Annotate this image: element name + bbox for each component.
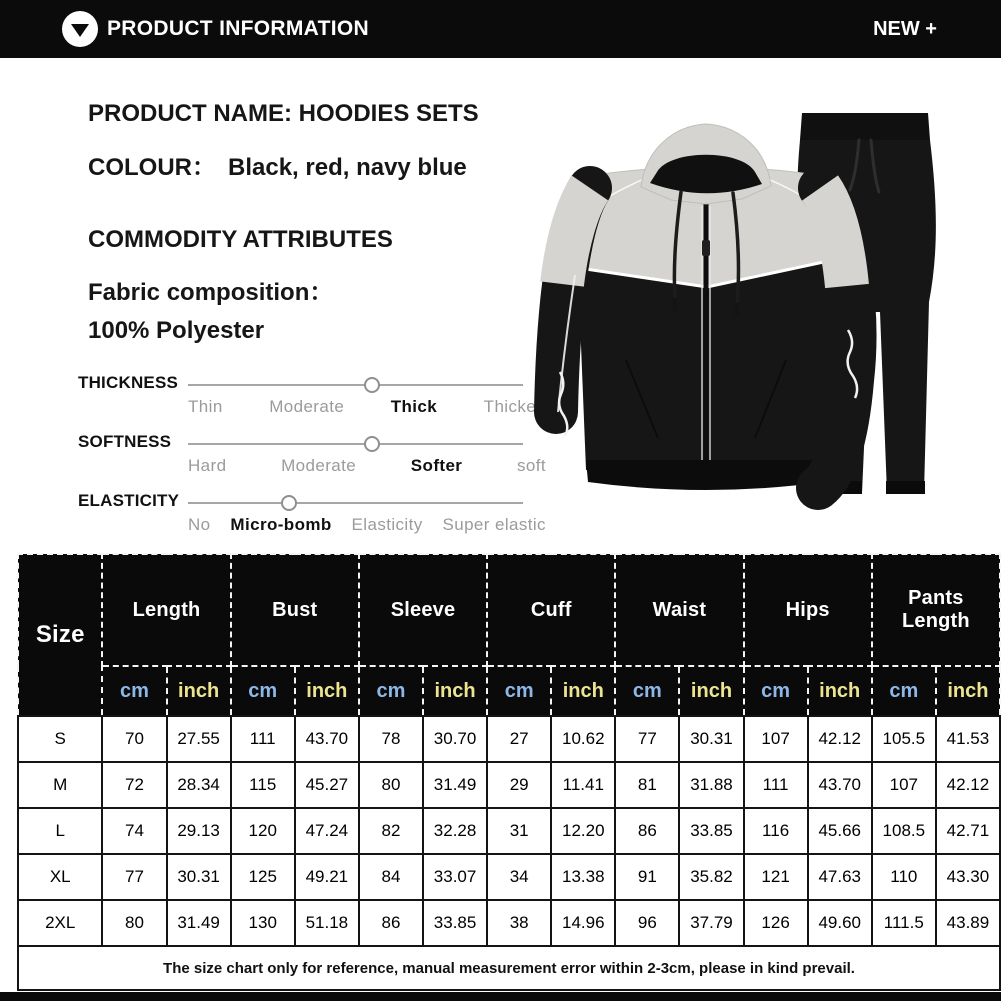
value-cell: 34 (487, 854, 551, 900)
attribute-sliders (78, 371, 558, 548)
value-cell: 29.13 (167, 808, 231, 854)
hoodie-set-illustration (530, 60, 1000, 560)
hoodie-jacket-graphic (556, 124, 857, 490)
value-cell: 81 (615, 762, 679, 808)
bottom-black-bar (0, 992, 1001, 1001)
value-cell: 42.12 (808, 716, 872, 762)
attributes-heading: COMMODITY ATTRIBUTES (88, 226, 393, 253)
slider-option: Thicken (483, 397, 546, 416)
value-cell: 43.89 (936, 900, 1000, 946)
value-cell: 31.88 (679, 762, 743, 808)
slider-track[interactable] (188, 502, 523, 504)
value-cell: 12.20 (551, 808, 615, 854)
unit-header-cm: cm (359, 666, 423, 716)
colour-label: COLOUR： (88, 154, 216, 181)
slider-knob[interactable] (281, 495, 297, 511)
size-table-foot (18, 946, 1000, 990)
slider-softness (78, 430, 558, 489)
product-info-section (88, 100, 538, 345)
size-chart-table (17, 553, 1001, 991)
table-row (18, 900, 1000, 946)
size-cell: S (18, 716, 102, 762)
size-cell: 2XL (18, 900, 102, 946)
unit-header-cm: cm (231, 666, 295, 716)
value-cell: 30.31 (679, 716, 743, 762)
value-cell: 107 (744, 716, 808, 762)
new-plus-label[interactable]: NEW + (873, 18, 937, 40)
value-cell: 77 (615, 716, 679, 762)
table-row (18, 716, 1000, 762)
value-cell: 30.31 (167, 854, 231, 900)
value-cell: 30.70 (423, 716, 487, 762)
slider-option: Super elastic (442, 515, 546, 534)
slider-option: Moderate (281, 456, 357, 475)
unit-header-row (18, 666, 1000, 716)
value-cell: 77 (102, 854, 166, 900)
value-cell: 126 (744, 900, 808, 946)
size-chart-footnote: The size chart only for reference, manual measurement error within 2-3cm, please in kind prevail. (18, 946, 1000, 990)
col-header-bust: Bust (231, 554, 359, 666)
value-cell: 110 (872, 854, 936, 900)
slider-track[interactable] (188, 384, 523, 386)
slider-knob[interactable] (364, 436, 380, 452)
value-cell: 27 (487, 716, 551, 762)
value-cell: 11.41 (551, 762, 615, 808)
value-cell: 80 (102, 900, 166, 946)
slider-knob[interactable] (364, 377, 380, 393)
product-photo (530, 60, 1000, 560)
size-cell: M (18, 762, 102, 808)
value-cell: 41.53 (936, 716, 1000, 762)
col-header-waist: Waist (615, 554, 743, 666)
colour-line (88, 147, 538, 182)
value-cell: 33.85 (423, 900, 487, 946)
size-table-body (18, 716, 1000, 946)
slider-label: THICKNESS (78, 373, 179, 392)
slider-option: Moderate (269, 397, 345, 416)
value-cell: 125 (231, 854, 295, 900)
slider-elasticity (78, 489, 558, 548)
value-cell: 42.12 (936, 762, 1000, 808)
value-cell: 45.66 (808, 808, 872, 854)
value-cell: 72 (102, 762, 166, 808)
slider-option: Elasticity (351, 515, 423, 534)
slider-label: ELASTICITY (78, 491, 180, 510)
value-cell: 105.5 (872, 716, 936, 762)
value-cell: 111.5 (872, 900, 936, 946)
slider-thickness (78, 371, 558, 430)
value-cell: 13.38 (551, 854, 615, 900)
value-cell: 111 (744, 762, 808, 808)
page-title: PRODUCT INFORMATION (107, 17, 369, 40)
value-cell: 51.18 (295, 900, 359, 946)
value-cell: 33.85 (679, 808, 743, 854)
value-cell: 45.27 (295, 762, 359, 808)
value-cell: 31 (487, 808, 551, 854)
col-header-pants-length: Pants Length (872, 554, 1000, 666)
table-row (18, 808, 1000, 854)
value-cell: 31.49 (423, 762, 487, 808)
unit-header-inch: inch (551, 666, 615, 716)
value-cell: 49.21 (295, 854, 359, 900)
unit-header-inch: inch (808, 666, 872, 716)
value-cell: 96 (615, 900, 679, 946)
value-cell: 42.71 (936, 808, 1000, 854)
value-cell: 108.5 (872, 808, 936, 854)
unit-header-inch: inch (423, 666, 487, 716)
col-header-hips: Hips (744, 554, 872, 666)
slider-label: SOFTNESS (78, 432, 172, 451)
value-cell: 47.63 (808, 854, 872, 900)
value-cell: 33.07 (423, 854, 487, 900)
value-cell: 49.60 (808, 900, 872, 946)
slider-options (188, 397, 546, 417)
value-cell: 91 (615, 854, 679, 900)
value-cell: 70 (102, 716, 166, 762)
slider-option: Softer (410, 456, 463, 475)
value-cell: 47.24 (295, 808, 359, 854)
value-cell: 32.28 (423, 808, 487, 854)
value-cell: 14.96 (551, 900, 615, 946)
col-header-cuff: Cuff (487, 554, 615, 666)
down-arrow-icon[interactable] (62, 11, 98, 47)
fabric-value: 100% Polyester (88, 317, 265, 344)
slider-option: No (188, 515, 211, 534)
col-header-length: Length (102, 554, 230, 666)
group-header-row (18, 554, 1000, 666)
value-cell: 29 (487, 762, 551, 808)
unit-header-cm: cm (744, 666, 808, 716)
value-cell: 27.55 (167, 716, 231, 762)
value-cell: 43.70 (808, 762, 872, 808)
topbar (0, 0, 1001, 58)
value-cell: 43.70 (295, 716, 359, 762)
value-cell: 31.49 (167, 900, 231, 946)
slider-option: Thick (390, 397, 438, 416)
value-cell: 86 (359, 900, 423, 946)
unit-header-inch: inch (167, 666, 231, 716)
unit-header-inch: inch (936, 666, 1000, 716)
value-cell: 121 (744, 854, 808, 900)
unit-header-cm: cm (487, 666, 551, 716)
footnote-row (18, 946, 1000, 990)
slider-options (188, 456, 546, 476)
value-cell: 82 (359, 808, 423, 854)
unit-header-cm: cm (872, 666, 936, 716)
unit-header-cm: cm (102, 666, 166, 716)
fabric-label: Fabric composition： (88, 279, 334, 306)
slider-option: soft (516, 456, 546, 475)
col-header-sleeve: Sleeve (359, 554, 487, 666)
value-cell: 80 (359, 762, 423, 808)
slider-option: Micro-bomb (230, 515, 332, 534)
value-cell: 84 (359, 854, 423, 900)
value-cell: 74 (102, 808, 166, 854)
value-cell: 86 (615, 808, 679, 854)
value-cell: 43.30 (936, 854, 1000, 900)
down-triangle-glyph (71, 24, 89, 37)
product-name-line: PRODUCT NAME: HOODIES SETS (88, 100, 479, 127)
table-row (18, 762, 1000, 808)
slider-option: Hard (188, 456, 227, 475)
size-cell: XL (18, 854, 102, 900)
value-cell: 37.79 (679, 900, 743, 946)
value-cell: 35.82 (679, 854, 743, 900)
unit-header-cm: cm (615, 666, 679, 716)
slider-option: Thin (188, 397, 223, 416)
colour-value: Black, red, navy blue (228, 154, 467, 181)
value-cell: 78 (359, 716, 423, 762)
unit-header-inch: inch (679, 666, 743, 716)
value-cell: 38 (487, 900, 551, 946)
value-cell: 107 (872, 762, 936, 808)
slider-track[interactable] (188, 443, 523, 445)
value-cell: 115 (231, 762, 295, 808)
value-cell: 111 (231, 716, 295, 762)
value-cell: 28.34 (167, 762, 231, 808)
value-cell: 120 (231, 808, 295, 854)
size-cell: L (18, 808, 102, 854)
value-cell: 116 (744, 808, 808, 854)
table-row (18, 854, 1000, 900)
unit-header-inch: inch (295, 666, 359, 716)
value-cell: 10.62 (551, 716, 615, 762)
col-header-size: Size (18, 554, 102, 716)
slider-options (188, 515, 546, 535)
size-chart-header (18, 554, 1000, 716)
value-cell: 130 (231, 900, 295, 946)
